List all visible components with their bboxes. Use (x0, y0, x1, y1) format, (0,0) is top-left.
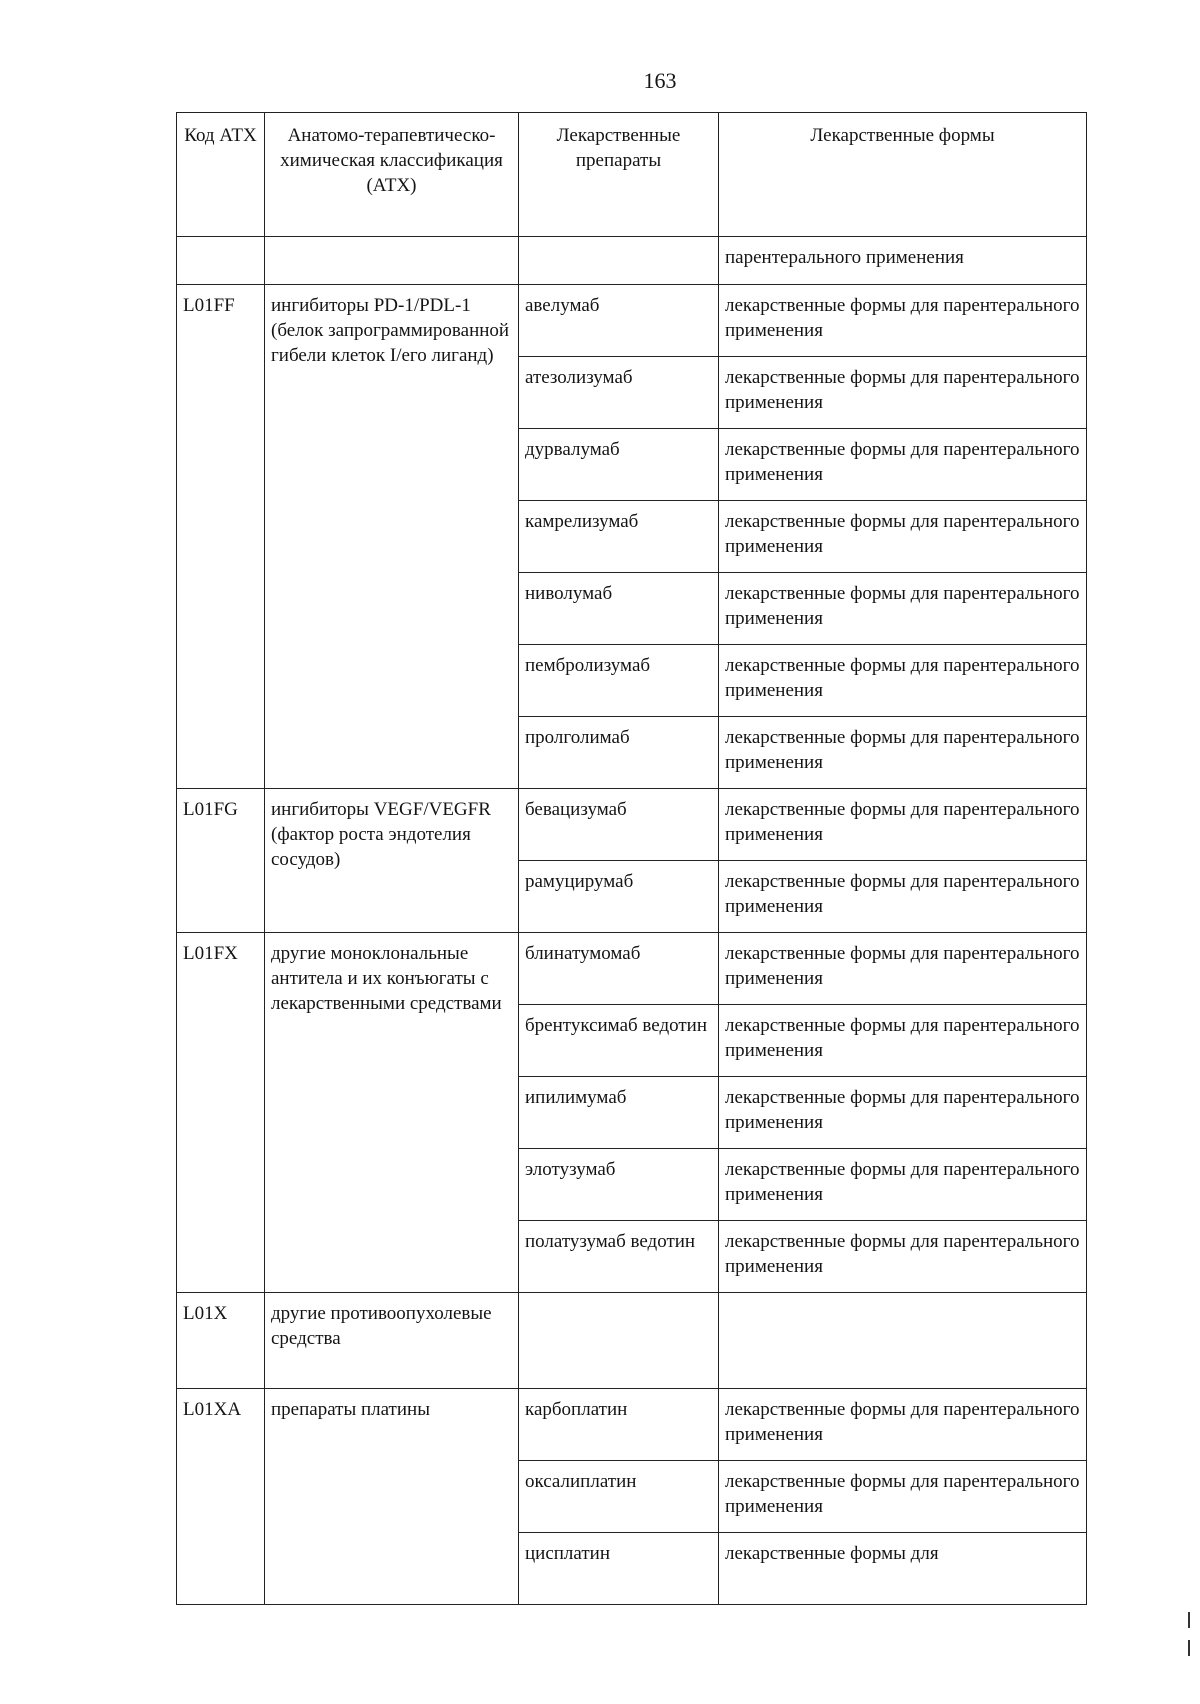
scan-edge-marks (1188, 1612, 1192, 1662)
dosage-form-cell: лекарственные формы для парентерального применения (719, 933, 1087, 1005)
drug-cell: карбоплатин (519, 1389, 719, 1461)
table-row (177, 789, 1087, 861)
atx-code-cell: L01XA (177, 1389, 265, 1605)
dosage-form-cell: лекарственные формы для парентерального применения (719, 429, 1087, 501)
drug-cell: блинатумомаб (519, 933, 719, 1005)
atx-classification-cell: другие противоопухолевые средства (265, 1293, 519, 1389)
header-drug: Лекарственные препараты (519, 113, 719, 237)
dosage-form-cell: лекарственные формы для парентерального применения (719, 501, 1087, 573)
header-code: Код АТХ (177, 113, 265, 237)
drug-cell: рамуцирумаб (519, 861, 719, 933)
dosage-form-cell: лекарственные формы для парентерального применения (719, 1005, 1087, 1077)
drug-cell: цисплатин (519, 1533, 719, 1605)
dosage-form-cell: лекарственные формы для (719, 1533, 1087, 1605)
table-row (177, 1293, 1087, 1389)
atx-code-cell: L01FG (177, 789, 265, 933)
header-classification: Анатомо-терапевтическо-химическая классификация (АТХ) (265, 113, 519, 237)
continuation-classification-cell (265, 237, 519, 285)
dosage-form-cell: лекарственные формы для парентерального применения (719, 1149, 1087, 1221)
drug-cell: ипилимумаб (519, 1077, 719, 1149)
dosage-form-cell: лекарственные формы для парентерального применения (719, 1221, 1087, 1293)
drug-cell (519, 1293, 719, 1389)
dosage-form-cell: лекарственные формы для парентерального применения (719, 1389, 1087, 1461)
dosage-form-cell: лекарственные формы для парентерального применения (719, 1077, 1087, 1149)
dosage-form-cell: лекарственные формы для парентерального применения (719, 861, 1087, 933)
atx-table (176, 112, 1087, 1605)
table-row (177, 1389, 1087, 1461)
drug-cell: элотузумаб (519, 1149, 719, 1221)
atx-classification-cell: другие моноклональные антитела и их конъюгаты с лекарственными средствами (265, 933, 519, 1293)
continuation-drug-cell (519, 237, 719, 285)
table-row (177, 933, 1087, 1005)
drug-cell: пембролизумаб (519, 645, 719, 717)
drug-cell: бевацизумаб (519, 789, 719, 861)
drug-cell: брентуксимаб ведотин (519, 1005, 719, 1077)
continuation-form-cell: парентерального применения (719, 237, 1087, 285)
page-number: 163 (643, 68, 677, 93)
table-header-row (177, 113, 1087, 237)
dosage-form-cell: лекарственные формы для парентерального применения (719, 717, 1087, 789)
dosage-form-cell: лекарственные формы для парентерального применения (719, 285, 1087, 357)
atx-classification-cell: ингибиторы VEGF/VEGFR (фактор роста эндотелия сосудов) (265, 789, 519, 933)
dosage-form-cell: лекарственные формы для парентерального применения (719, 573, 1087, 645)
drug-cell: авелумаб (519, 285, 719, 357)
dosage-form-cell: лекарственные формы для парентерального применения (719, 645, 1087, 717)
dosage-form-cell: лекарственные формы для парентерального применения (719, 789, 1087, 861)
atx-code-cell: L01FF (177, 285, 265, 789)
atx-classification-cell: ингибиторы PD-1/PDL-1 (белок запрограммированной гибели клеток I/его лиганд) (265, 285, 519, 789)
continuation-code-cell (177, 237, 265, 285)
atx-code-cell: L01X (177, 1293, 265, 1389)
drug-cell: пролголимаб (519, 717, 719, 789)
drug-cell: дурвалумаб (519, 429, 719, 501)
atx-classification-cell: препараты платины (265, 1389, 519, 1605)
atx-code-cell: L01FX (177, 933, 265, 1293)
dosage-form-cell (719, 1293, 1087, 1389)
table-row (177, 285, 1087, 357)
dosage-form-cell: лекарственные формы для парентерального применения (719, 1461, 1087, 1533)
drug-cell: оксалиплатин (519, 1461, 719, 1533)
dosage-form-cell: лекарственные формы для парентерального применения (719, 357, 1087, 429)
continuation-row (177, 237, 1087, 285)
drug-cell: атезолизумаб (519, 357, 719, 429)
drug-cell: ниволумаб (519, 573, 719, 645)
header-form: Лекарственные формы (719, 113, 1087, 237)
drug-cell: полатузумаб ведотин (519, 1221, 719, 1293)
drug-cell: камрелизумаб (519, 501, 719, 573)
